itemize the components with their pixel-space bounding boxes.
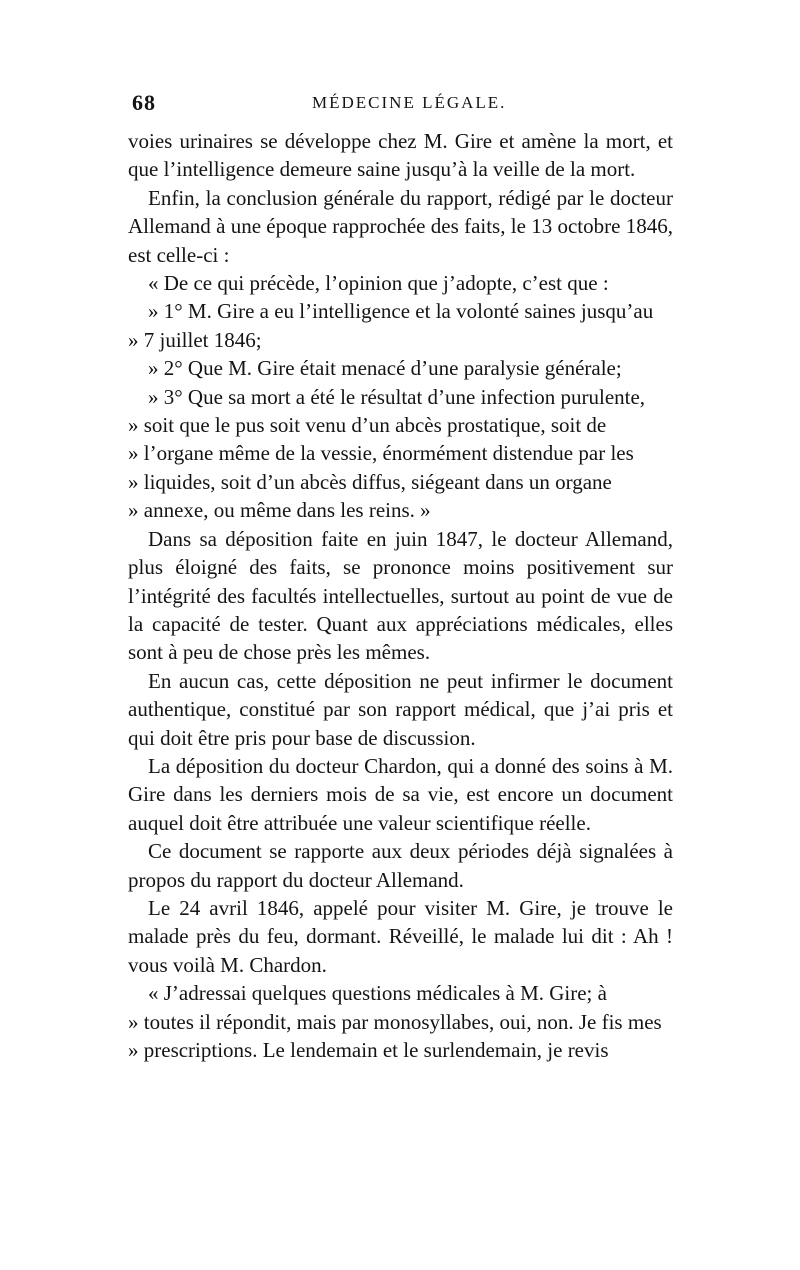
paragraph-authentic-document: En aucun cas, cette déposition ne peut infirmer le document authentique, constitué par son rapport médical, que j’ai pris et qui doit être pris pour base de discussion.	[128, 668, 673, 750]
paragraph-deposition-allemand: Dans sa déposition faite en juin 1847, le docteur Allemand, plus éloigné des faits, se prononce moins positivement sur l’intégrité des facultés intellectuelles, surtout au point de vue de la capacité de tester. Quant aux appréciations médicales, elles sont à peu de chose près les mêmes.	[128, 526, 673, 665]
quote-line: » annexe, ou même dans les reins. »	[128, 498, 431, 523]
paragraph-deposition-chardon: La déposition du docteur Chardon, qui a donné des soins à M. Gire dans les derniers mois de sa vie, est encore un document auquel doit être attribuée une valeur scientifique réelle.	[128, 753, 673, 835]
paragraph-two-periods: Ce document se rapporte aux deux périodes déjà signalées à propos du rapport du docteur Allemand.	[128, 839, 673, 892]
quote-line: » 7 juillet 1846;	[128, 327, 262, 352]
quote-line: » toutes il répondit, mais par monosyllabes, oui, non. Je fis mes	[128, 1009, 662, 1034]
quote-line: » 3° Que sa mort a été le résultat d’une infection purulente,	[148, 384, 646, 409]
paragraph-conclusion: Enfin, la conclusion générale du rapport, rédigé par le docteur Allemand à une époque rapprochée des faits, le 13 octobre 1846, est celle-ci :	[128, 185, 673, 267]
quote-line: « J’adressai quelques questions médicales à M. Gire; à	[148, 981, 607, 1006]
page-header	[132, 90, 672, 120]
quote-line: » liquides, soit d’un abcès diffus, siégeant dans un organe	[128, 469, 612, 494]
running-title: MÉDECINE LÉGALE.	[312, 93, 507, 112]
quote-line: » l’organe même de la vessie, énormément distendue par les	[128, 441, 634, 466]
body-text	[128, 127, 673, 1064]
quote-line: » prescriptions. Le lendemain et le surlendemain, je revis	[128, 1038, 609, 1062]
quote-line: » soit que le pus soit venu d’un abcès prostatique, soit de	[128, 413, 607, 438]
page-number: 68	[132, 90, 156, 115]
quote-line: « De ce qui précède, l’opinion que j’adopte, c’est que :	[148, 271, 609, 296]
quote-line: » 2° Que M. Gire était menacé d’une paralysie générale;	[148, 356, 622, 381]
paragraph-continuation: voies urinaires se développe chez M. Gire et amène la mort, et que l’intelligence demeure saine jusqu’à la veille de la mort.	[128, 129, 673, 182]
paragraph-visit: Le 24 avril 1846, appelé pour visiter M. Gire, je trouve le malade près du feu, dormant. Réveillé, le malade lui dit : Ah ! vous voilà M. Chardon.	[128, 895, 673, 977]
quote-line: » 1° M. Gire a eu l’intelligence et la volonté saines jusqu’au	[148, 299, 654, 324]
